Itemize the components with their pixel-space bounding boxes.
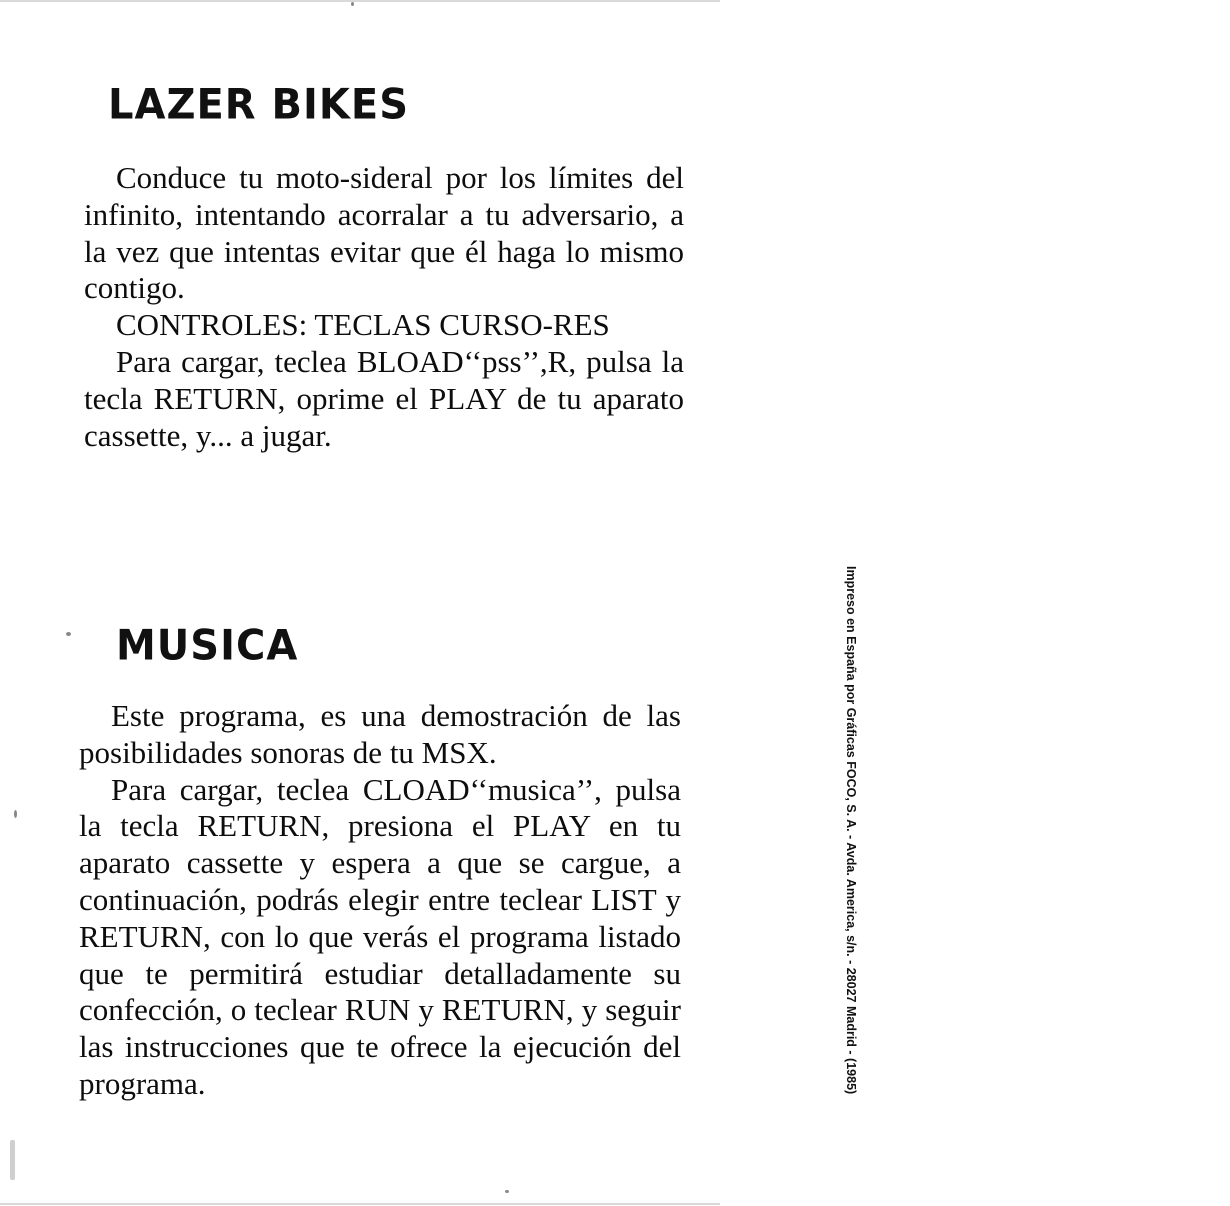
bottom-edge-rule [0, 1203, 720, 1205]
lazer-bikes-description [84, 160, 684, 454]
lazer-bikes-title: LAZER BIKES [108, 80, 409, 130]
musica-paragraph-intro: Este programa, es una demostración de las posibilidades sonoras de tu MSX. [79, 698, 681, 770]
print-speck [10, 1140, 15, 1180]
musica-description [79, 698, 681, 1103]
lazer-bikes-paragraph-loading: Para cargar, teclea BLOAD‘‘pss’’,R, pulsa la tecla RETURN, oprime el PLAY de tu aparato cassette, y... a jugar. [84, 343, 684, 453]
print-speck [66, 632, 71, 636]
musica-title: MUSICA [116, 621, 299, 671]
musica-paragraph-loading: Para cargar, teclea CLOAD‘‘musica’’, pulsa la tecla RETURN, presiona el PLAY en tu aparato cassette y espera a que se cargue, a continuación, podrás elegir entre teclear LIST y RETURN, con lo que verás el programa listado que te permitirá estudiar detalladamente su confección, o teclear RUN y RETURN, y seguir las instrucciones que te ofrece la ejecución del programa. [79, 771, 681, 1101]
lazer-bikes-paragraph-intro: Conduce tu moto-sideral por los límites del infinito, intentando acorralar a tu adversario, a la vez que intentas evitar que él haga lo mismo contigo. [84, 160, 684, 306]
printer-imprint: Impreso en España por Gráficas FOCO, S. A. - Avda. America, s/n. - 28027 Madrid - (1985) [844, 566, 858, 1095]
print-speck [505, 1190, 509, 1193]
lazer-bikes-paragraph-controls: CONTROLES: TECLAS CURSO-RES [116, 307, 610, 343]
top-edge-rule [0, 0, 720, 2]
print-speck [351, 2, 354, 6]
print-speck [14, 810, 17, 818]
